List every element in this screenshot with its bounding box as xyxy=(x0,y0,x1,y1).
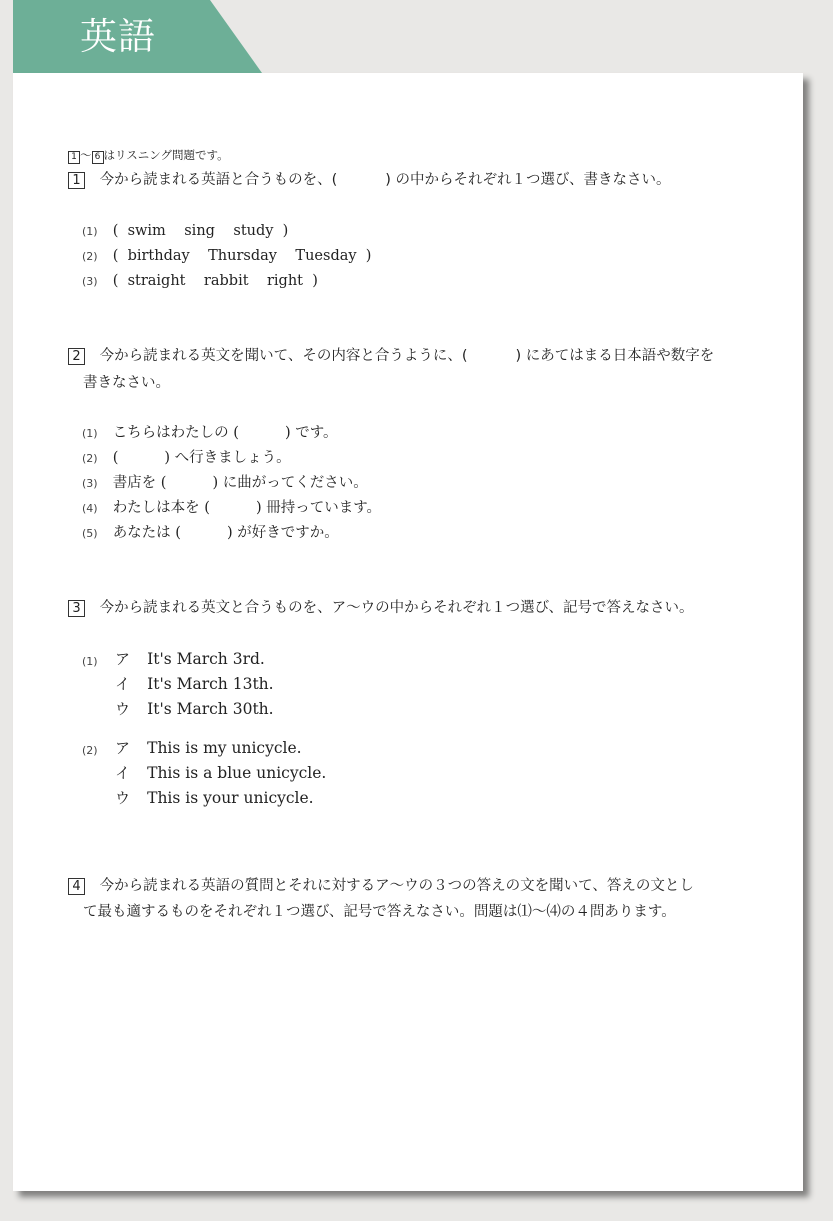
sentence-part-b: ) へ行きましょう。 xyxy=(164,450,291,466)
option-text: It's March 3rd. xyxy=(147,650,265,668)
option-label: イ xyxy=(115,675,131,693)
item-number: (5) xyxy=(82,527,98,540)
question-2-item-4 xyxy=(82,496,381,517)
question-1-heading xyxy=(68,167,670,193)
question-3-heading xyxy=(68,595,694,621)
item-number: (3) xyxy=(82,477,98,490)
option-row xyxy=(115,673,274,694)
option-label: イ xyxy=(115,764,131,782)
question-2-heading-line2: 書きなさい。 xyxy=(83,375,170,391)
item-number: (1) xyxy=(82,655,98,668)
sentence-part-b: ) が好きですか。 xyxy=(226,525,339,541)
intro-tilde: 〜 xyxy=(80,148,92,162)
question-2-heading xyxy=(68,343,714,369)
question-1-text-a: 今から読まれる英語と合うものを、( xyxy=(99,172,338,188)
question-2-item-3 xyxy=(82,471,368,492)
option-text: This is a blue unicycle. xyxy=(147,764,327,782)
intro-note xyxy=(68,147,229,164)
question-1-item-2 xyxy=(82,245,371,264)
subject-title: 英語 xyxy=(80,15,156,58)
option-label: ウ xyxy=(115,789,131,807)
question-2-number: 2 xyxy=(68,348,85,365)
option-text: This is my unicycle. xyxy=(147,739,302,757)
sentence-part-b: ) に曲がってください。 xyxy=(212,475,368,491)
option-row xyxy=(115,698,274,719)
item-number: (2) xyxy=(82,744,98,757)
question-4-text-line1: 今から読まれる英語の質問とそれに対するア〜ウの３つの答えの文を聞いて、答えの文とし xyxy=(99,878,694,894)
option-row xyxy=(115,787,314,808)
question-2-item-1 xyxy=(82,421,338,442)
sentence-part-a: あなたは ( xyxy=(112,525,181,541)
sentence-part-b: ) です。 xyxy=(284,425,338,441)
option-row xyxy=(115,762,326,783)
exam-page xyxy=(13,73,803,1191)
question-1-item-1 xyxy=(82,220,288,239)
word-choices: ( birthday Thursday Tuesday ) xyxy=(112,248,372,264)
question-2-text-a: 今から読まれる英文を聞いて、その内容と合うように、( xyxy=(99,348,468,364)
sentence-part-a: 書店を ( xyxy=(112,475,167,491)
item-number: (1) xyxy=(82,427,98,440)
question-4-heading xyxy=(68,873,694,899)
question-4-text-line2: て最も適するものをそれぞれ１つ選び、記号で答えなさい。問題は⑴〜⑷の４問あります。 xyxy=(83,904,676,920)
option-label: ア xyxy=(115,650,131,668)
word-choices: ( straight rabbit right ) xyxy=(112,273,318,289)
item-number: (2) xyxy=(82,250,98,263)
question-2-item-5 xyxy=(82,521,339,542)
question-4-number: 4 xyxy=(68,878,85,895)
sentence-part-a: わたしは本を ( xyxy=(112,500,210,516)
sentence-part-b: ) 冊持っています。 xyxy=(255,500,382,516)
question-3-text: 今から読まれる英文と合うものを、ア〜ウの中からそれぞれ１つ選び、記号で答えなさい。 xyxy=(99,600,694,616)
option-label: ア xyxy=(115,739,131,757)
intro-box-start: 1 xyxy=(68,151,80,164)
question-1-text-b: ) の中からそれぞれ１つ選び、書きなさい。 xyxy=(385,172,671,188)
question-3-group-2 xyxy=(82,739,98,758)
item-number: (4) xyxy=(82,502,98,515)
question-1-item-3 xyxy=(82,270,318,289)
option-text: This is your unicycle. xyxy=(147,789,314,807)
item-number: (2) xyxy=(82,452,98,465)
sentence-part-a: こちらはわたしの ( xyxy=(112,425,239,441)
question-2-item-2 xyxy=(82,446,291,467)
item-number: (3) xyxy=(82,275,98,288)
question-3-group-1 xyxy=(82,650,98,669)
sentence-part-a: ( xyxy=(112,450,119,466)
question-1-number: 1 xyxy=(68,172,85,189)
option-text: It's March 30th. xyxy=(147,700,274,718)
word-choices: ( swim sing study ) xyxy=(112,223,289,239)
intro-box-end: 6 xyxy=(92,151,104,164)
question-3-number: 3 xyxy=(68,600,85,617)
option-row xyxy=(115,737,302,758)
question-2-text-b: ) にあてはまる日本語や数字を xyxy=(515,348,715,364)
option-text: It's March 13th. xyxy=(147,675,274,693)
option-label: ウ xyxy=(115,700,131,718)
intro-text: はリスニング問題です。 xyxy=(103,148,229,162)
option-row xyxy=(115,648,265,669)
item-number: (1) xyxy=(82,225,98,238)
